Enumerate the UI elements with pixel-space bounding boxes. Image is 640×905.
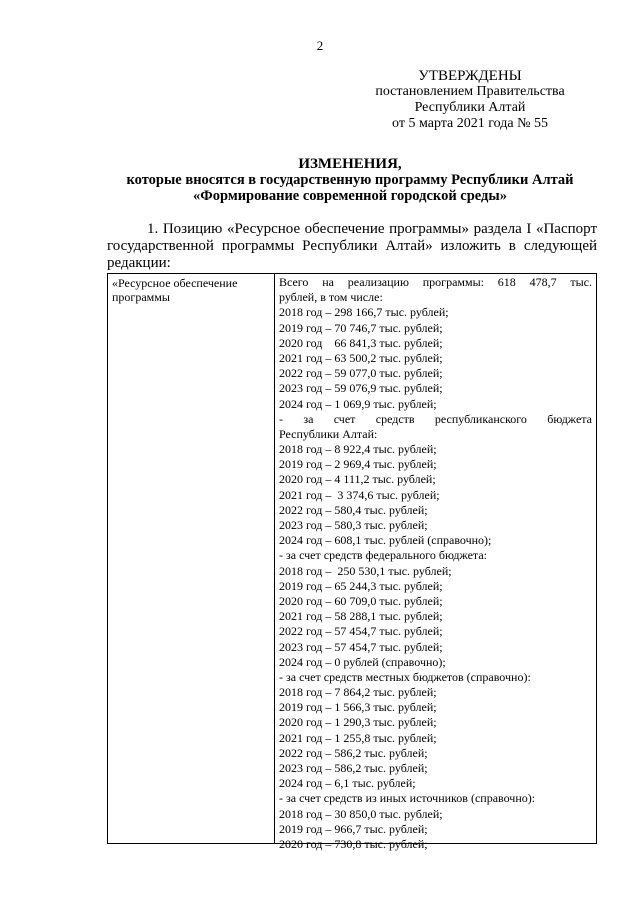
- resource-table: [107, 273, 597, 851]
- table-line: 2020 год – 4 111,2 тыс. рублей;: [279, 472, 436, 487]
- intro-paragraph: [107, 221, 597, 272]
- table-line: 2023 год – 57 454,7 тыс. рублей;: [279, 639, 443, 654]
- approval-stamp: [360, 68, 580, 132]
- table-line: 2022 год – 59 077,0 тыс. рублей;: [279, 366, 443, 381]
- table-line: - за счет средств из иных источников (справочно):: [279, 791, 536, 806]
- table-line: 2021 год – 58 288,1 тыс. рублей;: [279, 609, 443, 624]
- document-heading: [90, 156, 610, 204]
- table-line: 2024 год – 0 рублей (справочно);: [279, 654, 446, 669]
- approval-line: от 5 марта 2021 года № 55: [392, 116, 548, 131]
- table-line: 2020 год – 730,8 тыс. рублей;: [279, 836, 428, 851]
- document-subtitle: которые вносятся в государственную программу Республики Алтай: [126, 172, 574, 188]
- table-label-cell: [108, 274, 275, 843]
- table-line: - за счет средств республиканского бюджета: [279, 411, 592, 426]
- table-line: 2024 год – 6,1 тыс. рублей;: [279, 776, 416, 791]
- table-line: 2021 год – 1 255,8 тыс. рублей;: [279, 730, 437, 745]
- table-line: Республики Алтай:: [279, 426, 378, 441]
- table-line: 2021 год – 3 374,6 тыс. рублей;: [279, 487, 440, 502]
- table-line: 2018 год – 8 922,4 тыс. рублей;: [279, 442, 437, 457]
- table-line: 2022 год – 57 454,7 тыс. рублей;: [279, 624, 443, 639]
- table-line: 2018 год – 30 850,0 тыс. рублей;: [279, 806, 443, 821]
- table-line: 2020 год 66 841,3 тыс. рублей;: [279, 335, 443, 350]
- table-value-cell: [275, 274, 596, 851]
- document-subtitle: «Формирование современной городской среды»: [193, 188, 507, 204]
- table-line: 2019 год – 70 746,7 тыс. рублей;: [279, 320, 443, 335]
- table-line: 2023 год – 580,3 тыс. рублей;: [279, 518, 428, 532]
- page-number: 2: [316, 38, 324, 53]
- approval-title: УТВЕРЖДЕНЫ: [418, 68, 522, 84]
- approval-line: Республики Алтай: [414, 100, 526, 115]
- table-line: 2019 год – 1 566,3 тыс. рублей;: [279, 700, 437, 715]
- table-line: 2022 год – 586,2 тыс. рублей;: [279, 745, 428, 760]
- table-label: «Ресурсное обеспечение программы: [112, 276, 238, 304]
- table-line: Всего на реализацию программы: 618 478,7 тыс.: [279, 275, 592, 289]
- table-line: 2021 год – 63 500,2 тыс. рублей;: [279, 350, 443, 365]
- table-line: 2020 год – 60 709,0 тыс. рублей;: [279, 593, 443, 608]
- table-line: 2023 год – 586,2 тыс. рублей;: [279, 761, 428, 775]
- table-line: 2018 год – 250 530,1 тыс. рублей;: [279, 563, 452, 578]
- table-line: 2022 год – 580,4 тыс. рублей;: [279, 502, 428, 517]
- approval-line: постановлением Правительства: [375, 84, 565, 99]
- table-line: 2018 год – 7 864,2 тыс. рублей;: [279, 685, 437, 700]
- table-line: 2023 год – 59 076,9 тыс. рублей;: [279, 381, 443, 396]
- table-line: 2024 год – 608,1 тыс. рублей (справочно);: [279, 533, 492, 548]
- intro-text: 1. Позицию «Ресурсное обеспечение программы» раздела I «Паспорт государственной программы Республики Алтай» изложить в следующей редакции:: [107, 221, 597, 271]
- table-line: 2019 год – 966,7 тыс. рублей;: [279, 821, 428, 836]
- table-line: 2019 год – 2 969,4 тыс. рублей;: [279, 457, 437, 472]
- table-line: рублей, в том числе:: [279, 290, 383, 305]
- table-line: 2018 год – 298 166,7 тыс. рублей;: [279, 305, 449, 320]
- table-line: 2019 год – 65 244,3 тыс. рублей;: [279, 578, 443, 593]
- document-title: ИЗМЕНЕНИЯ,: [298, 156, 402, 172]
- table-line: 2020 год – 1 290,3 тыс. рублей;: [279, 715, 437, 730]
- table-line: 2024 год – 1 069,9 тыс. рублей;: [279, 396, 437, 411]
- table-line: - за счет средств федерального бюджета:: [279, 548, 487, 563]
- table-line: - за счет средств местных бюджетов (справочно):: [279, 669, 531, 684]
